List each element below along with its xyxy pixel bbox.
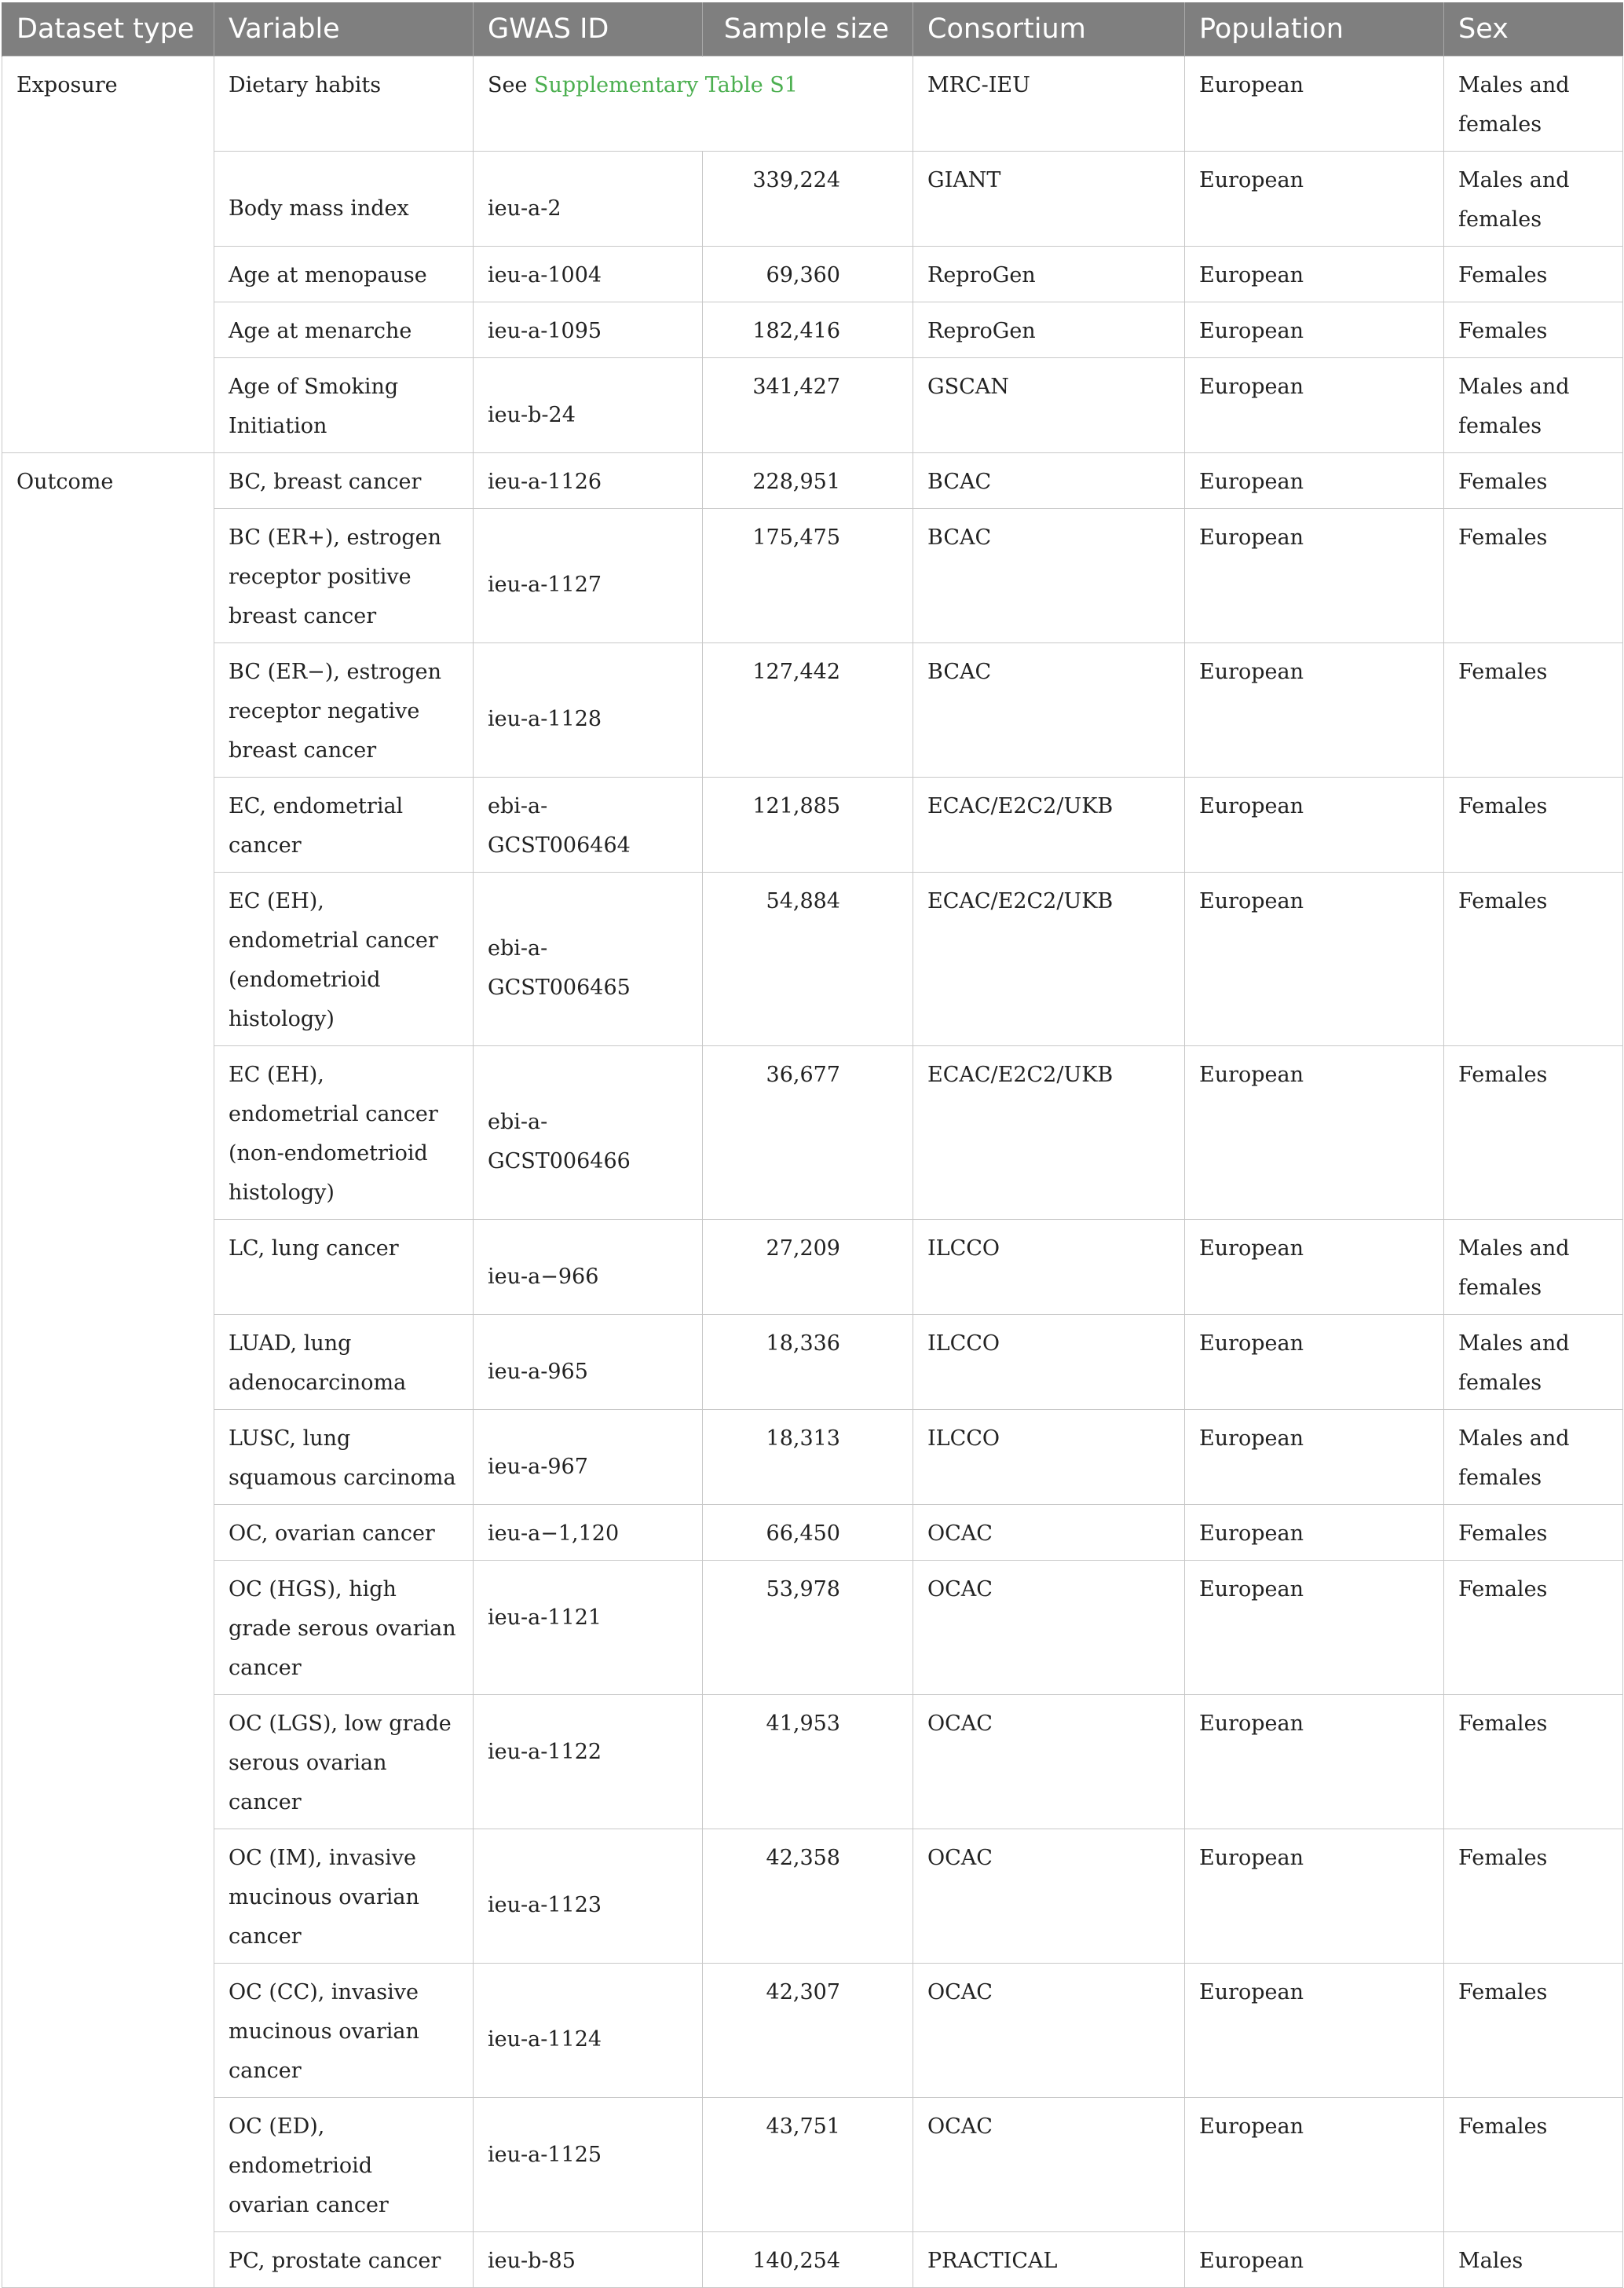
table-row <box>2 643 1623 778</box>
sample-size-cell: 41,953 <box>703 1695 913 1829</box>
sex-cell: Females <box>1444 778 1623 873</box>
variable-cell: OC, ovarian cancer <box>214 1505 474 1561</box>
gwas-id-cell <box>474 1220 703 1315</box>
sex-cell: Females <box>1444 509 1623 643</box>
table-row <box>2 1561 1623 1695</box>
population-cell: European <box>1185 57 1444 152</box>
population-cell: European <box>1185 2232 1444 2288</box>
variable-cell: EC (EH), endometrial cancer (endometrioid histology) <box>214 873 474 1046</box>
variable-cell: Dietary habits <box>214 57 474 152</box>
consortium-cell: ReproGen <box>913 247 1185 302</box>
population-cell: European <box>1185 1220 1444 1315</box>
gwas-id-cell <box>474 1695 703 1829</box>
sample-size-cell: 42,358 <box>703 1829 913 1964</box>
gwas-id-text: ieu-a-965 <box>488 1360 588 1384</box>
gwas-id-cell <box>474 358 703 453</box>
consortium-cell: OCAC <box>913 1829 1185 1964</box>
variable-cell: PC, prostate cancer <box>214 2232 474 2288</box>
population-cell: European <box>1185 1695 1444 1829</box>
sample-size-cell: 18,336 <box>703 1315 913 1410</box>
consortium-cell: BCAC <box>913 509 1185 643</box>
gwas-id-cell <box>474 509 703 643</box>
gwas-id-cell: ieu-b-85 <box>474 2232 703 2288</box>
table-row <box>2 509 1623 643</box>
sex-cell: Females <box>1444 2098 1623 2232</box>
sex-cell: Males and females <box>1444 57 1623 152</box>
sex-cell: Females <box>1444 1046 1623 1220</box>
sample-size-cell: 341,427 <box>703 358 913 453</box>
gwas-id-text: ieu-a-1125 <box>488 2143 602 2167</box>
table-row <box>2 1220 1623 1315</box>
gwas-id-text: ieu-a-2 <box>488 196 561 221</box>
variable-cell: BC (ER+), estrogen receptor positive breast cancer <box>214 509 474 643</box>
sex-cell: Males and females <box>1444 1220 1623 1315</box>
table-row <box>2 1315 1623 1410</box>
table-row <box>2 1046 1623 1220</box>
consortium-cell: ILCCO <box>913 1315 1185 1410</box>
variable-cell: OC (ED), endometrioid ovarian cancer <box>214 2098 474 2232</box>
population-cell: European <box>1185 509 1444 643</box>
dataset-type-exposure: Exposure <box>2 57 214 453</box>
population-cell: European <box>1185 152 1444 247</box>
sex-cell: Females <box>1444 453 1623 509</box>
gwas-id-cell: ieu-a-1004 <box>474 247 703 302</box>
header-gwas-id: GWAS ID <box>474 2 703 57</box>
consortium-cell: OCAC <box>913 1505 1185 1561</box>
sample-size-cell: 54,884 <box>703 873 913 1046</box>
sample-size-cell: 127,442 <box>703 643 913 778</box>
variable-cell: Age of Smoking Initiation <box>214 358 474 453</box>
variable-cell: OC (LGS), low grade serous ovarian cancer <box>214 1695 474 1829</box>
table-row <box>2 1829 1623 1964</box>
gwas-id-cell <box>474 1315 703 1410</box>
gwas-id-cell <box>474 1964 703 2098</box>
gwas-id-text: ieu-a-1128 <box>488 707 602 731</box>
gwas-id-cell: ieu-a-1095 <box>474 302 703 358</box>
table-row <box>2 302 1623 358</box>
variable-cell: Age at menopause <box>214 247 474 302</box>
header-sample-size: Sample size <box>703 2 913 57</box>
population-cell: European <box>1185 873 1444 1046</box>
sex-cell: Females <box>1444 1505 1623 1561</box>
variable-cell <box>214 152 474 247</box>
population-cell: European <box>1185 1964 1444 2098</box>
variable-cell: OC (CC), invasive mucinous ovarian cancer <box>214 1964 474 2098</box>
consortium-cell: BCAC <box>913 453 1185 509</box>
gwas-id-cell <box>474 2098 703 2232</box>
gwas-id-text: ieu-a-1127 <box>488 573 602 597</box>
gwas-id-text: ieu-a−966 <box>488 1265 599 1289</box>
header-dataset-type: Dataset type <box>2 2 214 57</box>
gwas-id-cell: ieu-a−1,120 <box>474 1505 703 1561</box>
table-row <box>2 778 1623 873</box>
gwas-id-text: ieu-a-1124 <box>488 2027 602 2052</box>
table-row <box>2 2232 1623 2288</box>
sample-size-cell: 27,209 <box>703 1220 913 1315</box>
variable-cell: LC, lung cancer <box>214 1220 474 1315</box>
population-cell: European <box>1185 358 1444 453</box>
consortium-cell: ILCCO <box>913 1220 1185 1315</box>
variable-cell: OC (HGS), high grade serous ovarian cancer <box>214 1561 474 1695</box>
gwas-datasets-table <box>2 2 1623 2288</box>
table-row <box>2 1695 1623 1829</box>
population-cell: European <box>1185 1315 1444 1410</box>
header-population: Population <box>1185 2 1444 57</box>
table-row <box>2 57 1623 152</box>
supplementary-table-link[interactable]: Supplementary Table S1 <box>534 73 798 97</box>
population-cell: European <box>1185 1561 1444 1695</box>
variable-cell: EC (EH), endometrial cancer (non-endometrioid histology) <box>214 1046 474 1220</box>
population-cell: European <box>1185 1505 1444 1561</box>
consortium-cell: ECAC/E2C2/UKB <box>913 1046 1185 1220</box>
gwas-id-text: ieu-a-967 <box>488 1455 588 1479</box>
table-row <box>2 1505 1623 1561</box>
gwas-id-text: ebi-a-GCST006465 <box>488 936 631 1000</box>
consortium-cell: GSCAN <box>913 358 1185 453</box>
table-row <box>2 873 1623 1046</box>
gwas-id-cell: ebi-a-GCST006464 <box>474 778 703 873</box>
table-row <box>2 1410 1623 1505</box>
gwas-id-cell <box>474 1561 703 1695</box>
sex-cell: Males and females <box>1444 358 1623 453</box>
sample-size-cell: 339,224 <box>703 152 913 247</box>
sex-cell: Males and females <box>1444 152 1623 247</box>
header-consortium: Consortium <box>913 2 1185 57</box>
consortium-cell: GIANT <box>913 152 1185 247</box>
gwas-id-text: ieu-b-24 <box>488 403 576 427</box>
consortium-cell: MRC-IEU <box>913 57 1185 152</box>
table-row <box>2 358 1623 453</box>
consortium-cell: PRACTICAL <box>913 2232 1185 2288</box>
sex-cell: Females <box>1444 1964 1623 2098</box>
variable-cell: BC (ER−), estrogen receptor negative breast cancer <box>214 643 474 778</box>
consortium-cell: OCAC <box>913 1695 1185 1829</box>
sample-size-cell: 69,360 <box>703 247 913 302</box>
population-cell: European <box>1185 247 1444 302</box>
consortium-cell: OCAC <box>913 2098 1185 2232</box>
gwas-id-text: ieu-a-1121 <box>488 1605 602 1630</box>
table-row <box>2 247 1623 302</box>
variable-cell: EC, endometrial cancer <box>214 778 474 873</box>
sample-size-cell: 175,475 <box>703 509 913 643</box>
sex-cell: Females <box>1444 1695 1623 1829</box>
sample-size-cell: 228,951 <box>703 453 913 509</box>
population-cell: European <box>1185 453 1444 509</box>
header-sex: Sex <box>1444 2 1623 57</box>
sample-size-cell: 43,751 <box>703 2098 913 2232</box>
gwas-id-cell <box>474 873 703 1046</box>
consortium-cell: ECAC/E2C2/UKB <box>913 873 1185 1046</box>
gwas-id-cell <box>474 152 703 247</box>
gwas-id-text: ieu-a-1122 <box>488 1740 602 1764</box>
sample-size-cell: 42,307 <box>703 1964 913 2098</box>
table-row <box>2 453 1623 509</box>
dataset-type-outcome: Outcome <box>2 453 214 2288</box>
sex-cell: Males <box>1444 2232 1623 2288</box>
gwas-id-text: ieu-a-1123 <box>488 1893 602 1917</box>
gwas-id-cell <box>474 1410 703 1505</box>
sex-cell: Females <box>1444 247 1623 302</box>
consortium-cell: OCAC <box>913 1561 1185 1695</box>
consortium-cell: ILCCO <box>913 1410 1185 1505</box>
table-row <box>2 152 1623 247</box>
sex-cell: Females <box>1444 1829 1623 1964</box>
population-cell: European <box>1185 643 1444 778</box>
variable-cell: OC (IM), invasive mucinous ovarian cancer <box>214 1829 474 1964</box>
sample-size-cell: 36,677 <box>703 1046 913 1220</box>
population-cell: European <box>1185 1410 1444 1505</box>
population-cell: European <box>1185 778 1444 873</box>
gwas-id-cell <box>474 1829 703 1964</box>
header-row <box>2 2 1623 57</box>
consortium-cell: BCAC <box>913 643 1185 778</box>
gwas-id-cell <box>474 57 913 152</box>
sex-cell: Males and females <box>1444 1410 1623 1505</box>
variable-cell: LUAD, lung adenocarcinoma <box>214 1315 474 1410</box>
variable-cell: Age at menarche <box>214 302 474 358</box>
table-row <box>2 1964 1623 2098</box>
sex-cell: Females <box>1444 873 1623 1046</box>
population-cell: European <box>1185 1046 1444 1220</box>
population-cell: European <box>1185 302 1444 358</box>
sex-cell: Males and females <box>1444 1315 1623 1410</box>
sample-size-cell: 53,978 <box>703 1561 913 1695</box>
gwas-id-text: ebi-a-GCST006466 <box>488 1110 631 1173</box>
header-variable: Variable <box>214 2 474 57</box>
sample-size-cell: 121,885 <box>703 778 913 873</box>
gwas-id-cell <box>474 1046 703 1220</box>
sex-cell: Females <box>1444 643 1623 778</box>
consortium-cell: ReproGen <box>913 302 1185 358</box>
variable-cell: BC, breast cancer <box>214 453 474 509</box>
sex-cell: Females <box>1444 1561 1623 1695</box>
gwas-see-text: See <box>488 73 535 97</box>
gwas-id-cell: ieu-a-1126 <box>474 453 703 509</box>
sample-size-cell: 182,416 <box>703 302 913 358</box>
population-cell: European <box>1185 1829 1444 1964</box>
variable-text: Body mass index <box>229 196 409 221</box>
table-row <box>2 2098 1623 2232</box>
sex-cell: Females <box>1444 302 1623 358</box>
sample-size-cell: 66,450 <box>703 1505 913 1561</box>
consortium-cell: ECAC/E2C2/UKB <box>913 778 1185 873</box>
sample-size-cell: 18,313 <box>703 1410 913 1505</box>
population-cell: European <box>1185 2098 1444 2232</box>
consortium-cell: OCAC <box>913 1964 1185 2098</box>
variable-cell: LUSC, lung squamous carcinoma <box>214 1410 474 1505</box>
gwas-id-cell <box>474 643 703 778</box>
sample-size-cell: 140,254 <box>703 2232 913 2288</box>
